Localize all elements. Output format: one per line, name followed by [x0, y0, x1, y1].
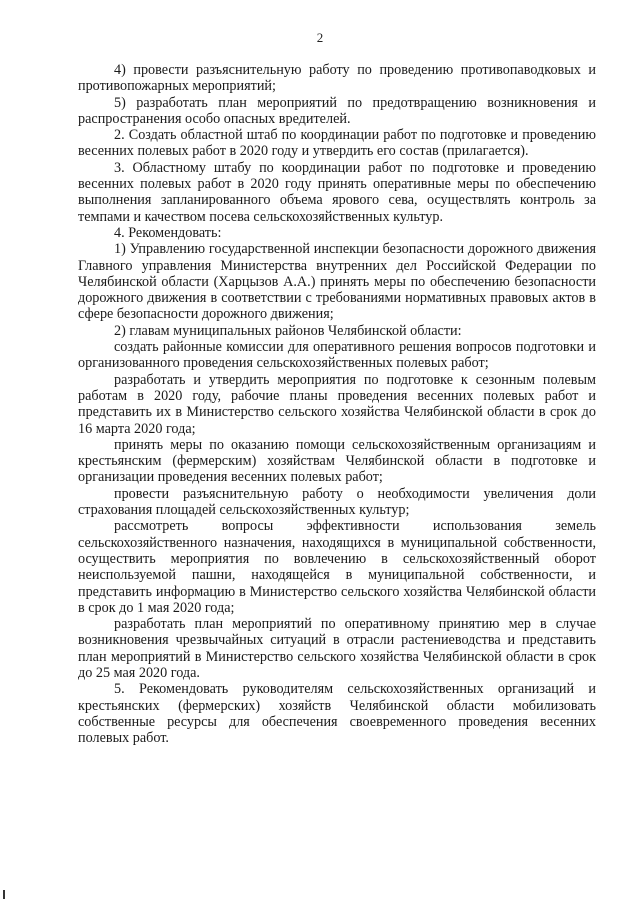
- paragraph-clause-3: 3. Областному штабу по координации работ по подготовке и проведению весенних полевых работ в 2020 году принять оперативные меры по обеспечению выполнения запланированного объема ярового сева, осуществлять контроль за темпами и качеством посева сельскохозяйственных культур.: [78, 159, 596, 225]
- document-body: [78, 62, 596, 746]
- paragraph-commissions: создать районные комиссии для оперативного решения вопросов подготовки и организованного проведения сельскохозяйственных полевых работ;: [78, 339, 596, 372]
- paragraph-clause-4-item-2: 2) главам муниципальных районов Челябинской области:: [114, 322, 462, 339]
- paragraph-emergency-plan: разработать план мероприятий по оперативному принятию мер в случае возникновения чрезвычайных ситуаций в отрасли растениеводства и представить план мероприятий в Министерство сельского хозяйства Челябинской области в срок до 25 мая 2020 года.: [78, 616, 596, 681]
- page-number: 2: [316, 30, 324, 45]
- paragraph-item-5: 5) разработать план мероприятий по предотвращению возникновения и распространения особо опасных вредителей.: [78, 94, 596, 127]
- paragraph-assistance: принять меры по оказанию помощи сельскохозяйственным организациям и крестьянским (фермерским) хозяйствам Челябинской области в подготовке и организации проведения весенних полевых работ;: [78, 436, 596, 486]
- paragraph-insurance: провести разъяснительную работу о необходимости увеличения доли страхования площадей сельскохозяйственных культур;: [78, 485, 596, 519]
- paragraph-clause-4: 4. Рекомендовать:: [114, 224, 222, 241]
- paragraph-clause-2: 2. Создать областной штаб по координации работ по подготовке и проведению весенних полевых работ в 2020 году и утвердить его состав (прилагается).: [78, 127, 596, 160]
- paragraph-clause-4-item-1: 1) Управлению государственной инспекции безопасности дорожного движения Главного управления Министерства внутренних дел Российской Федерации по Челябинской области (Харцызов А.А.) принять меры по обеспечению безопасности дорожного движения в соответствии с требованиями нормативных правовых актов в сфере безопасности дорожного движения;: [78, 241, 596, 323]
- paragraph-item-4: 4) провести разъяснительную работу по проведению противопаводковых и противопожарных мероприятий;: [78, 62, 596, 95]
- paragraph-land-use: рассмотреть вопросы эффективности использования земель сельскохозяйственного назначения, находящихся в муниципальной собственности, осуществить мероприятия по вовлечению в сельскохозяйственный оборот неиспользуемой пашни, находящейся в муниципальной собственности, и представить информацию в Министерство сельского хозяйства Челябинской области в срок до 1 мая 2020 года;: [78, 518, 596, 616]
- margin-mark: [3, 890, 5, 899]
- paragraph-clause-5: 5. Рекомендовать руководителям сельскохозяйственных организаций и крестьянских (фермерских) хозяйств Челябинской области мобилизовать собственные ресурсы для обеспечения своевременного проведения весенних полевых работ.: [78, 681, 596, 747]
- paragraph-plans: разработать и утвердить мероприятия по подготовке к сезонным полевым работам в 2020 году, рабочие планы проведения весенних полевых работ и представить их в Министерство сельского хозяйства Челябинской области в срок до 16 марта 2020 года;: [78, 371, 596, 437]
